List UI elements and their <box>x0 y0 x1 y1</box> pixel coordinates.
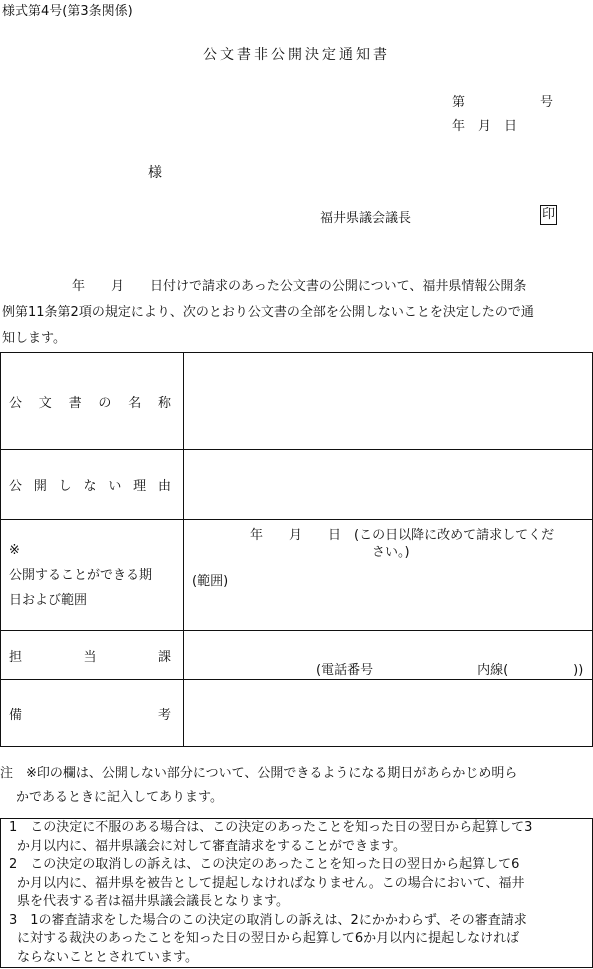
nondisclosure-reason-label <box>1 450 184 520</box>
table-row <box>1 353 593 450</box>
label-char: 課 <box>157 649 171 665</box>
table-row <box>1 520 593 631</box>
appeal-notice-box <box>0 818 593 968</box>
disclosure-date-line-2: さい。) <box>372 545 410 560</box>
remarks-label <box>1 680 184 747</box>
label-char: 公 <box>9 395 23 411</box>
remarks-field[interactable] <box>184 680 593 747</box>
sender-title: 福井県議会議長 <box>320 211 412 226</box>
department-label <box>1 631 184 680</box>
body-paragraph <box>2 274 592 352</box>
notice-3-line-2: に対する裁決のあったことを知った日の翌日から起算して6か月以内に提起しなければ <box>17 931 520 946</box>
disclosure-date-label-line-1: 公開することができる期 <box>9 567 153 583</box>
disclosure-date-text <box>250 527 554 561</box>
label-char: の <box>98 395 112 411</box>
label-char: 公 <box>9 479 23 494</box>
table-row <box>1 631 593 680</box>
document-name-field[interactable] <box>184 353 593 450</box>
label-char: 書 <box>68 395 82 411</box>
phone-extension-text: (電話番号 内線( )) <box>316 663 584 678</box>
notice-2-line-3: 県を代表する者は福井県議会議長となります。 <box>17 894 289 909</box>
label-char: し <box>58 479 72 494</box>
label-char: 称 <box>157 395 171 411</box>
table-row <box>1 680 593 747</box>
notice-3-line-1: 3 1の審査請求をした場合のこの決定の取消しの訴えは、2にかかわらず、その審査請求 <box>9 912 527 928</box>
disclosure-date-line-1: 年 月 日 (この日以降に改めて請求してくだ <box>250 528 555 543</box>
table-row <box>1 450 593 520</box>
footnote-line-2: かであるときに記入してあります。 <box>16 790 223 805</box>
footnote <box>0 762 593 810</box>
form-code: 様式第4号(第3条関係) <box>2 4 133 19</box>
label-char: 由 <box>157 479 171 494</box>
disclosure-date-label-line-2: 日および範囲 <box>9 592 88 608</box>
notice-1-line-1: 1 この決定に不服のある場合は、この決定のあったことを知った日の翌日から起算して3 <box>9 820 533 835</box>
disclosure-date-field[interactable] <box>184 520 593 631</box>
seal-mark: 印 <box>540 205 557 225</box>
notice-2-line-2: か月以内に、福井県を被告として提起しなければなりません。この場合において、福井 <box>17 875 525 891</box>
document-number-suffix: 号 <box>540 95 554 110</box>
label-char: 文 <box>38 395 52 411</box>
range-label: (範囲) <box>192 574 229 589</box>
notice-2-line-1: 2 この決定の取消しの訴えは、この決定のあったことを知った日の翌日から起算して6 <box>9 857 520 872</box>
notice-3-line-3: ならないこととされています。 <box>17 949 198 965</box>
label-char: 当 <box>83 649 97 665</box>
disclosure-date-label <box>1 520 184 631</box>
document-name-label <box>1 353 184 450</box>
addressee-honorific: 様 <box>148 165 162 181</box>
label-char: 開 <box>33 479 47 494</box>
label-char: 理 <box>133 479 147 494</box>
nondisclosure-reason-field[interactable] <box>184 450 593 520</box>
document-number-label: 第 <box>452 95 466 110</box>
body-line-2: 例第11条第2項の規定により、次のとおり公文書の全部を公開しないことを決定したので通 <box>2 305 534 320</box>
label-char: 備 <box>9 707 23 723</box>
body-line-1: 年 月 日付けで請求のあった公文書の公開について、福井県情報公開条 <box>72 279 527 294</box>
label-char: い <box>108 479 122 494</box>
label-char: 担 <box>9 649 23 665</box>
issue-date: 年 月 日 <box>452 119 518 134</box>
body-line-3: 知します。 <box>2 331 66 346</box>
label-char: な <box>83 479 97 494</box>
decision-table <box>0 352 593 747</box>
notice-1-line-2: か月以内に、福井県議会に対して審査請求をすることができます。 <box>17 838 406 854</box>
label-char: 名 <box>128 395 142 411</box>
label-char: 考 <box>157 707 171 723</box>
department-field[interactable] <box>184 631 593 680</box>
document-title: 公文書非公開決定通知書 <box>203 47 390 63</box>
asterisk-mark: ※ <box>9 542 20 558</box>
footnote-line-1: 注 ※印の欄は、公開しない部分について、公開できるようになる期日があらかじめ明ら <box>0 766 518 781</box>
